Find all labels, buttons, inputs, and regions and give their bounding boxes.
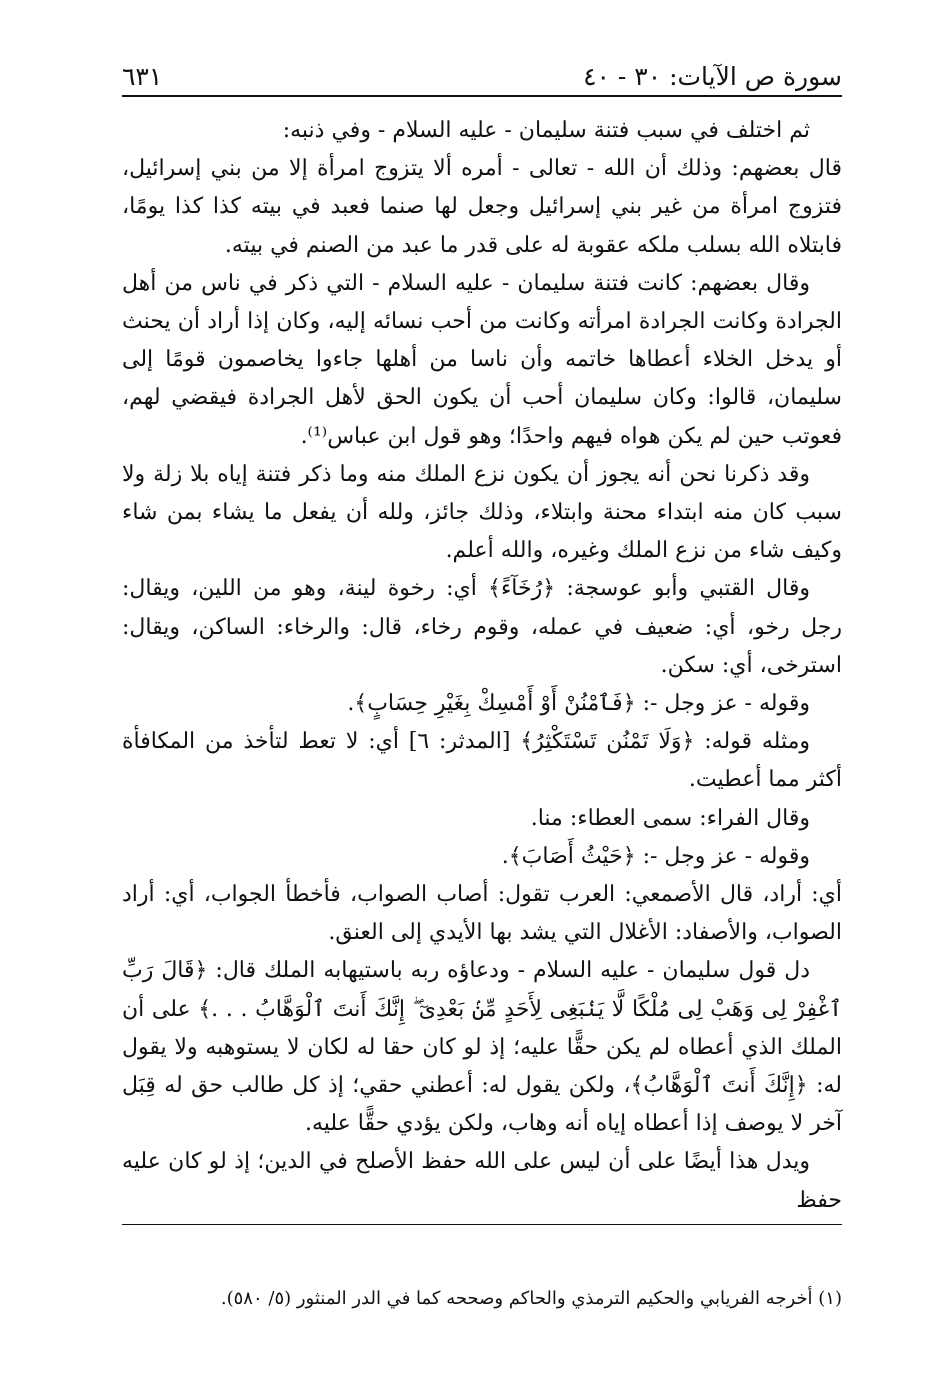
paragraph: قال بعضهم: وذلك أن الله - تعالى - أمره ألا يتزوج امرأة إلا من بني إسرائيل، فتزوج امرأة من غير بني إسرائيل وجعل لها صنما فعبد في بيته كذا كذا يومًا، فابتلاه الله بسلب ملكه عقوبة له على قدر ما عبد من الصنم في بيته.	[122, 156, 842, 258]
paragraph: وقوله - عز وجل -: ﴿فَٱمْنُنْ أَوْ أَمْسِكْ بِغَيْرِ حِسَابٍ﴾.	[347, 691, 810, 717]
paragraph: وقال القتبي وأبو عوسجة: ﴿رُخَآءً﴾ أي: رخوة لينة، وهو من اللين، ويقال: رجل رخو، أي: ضعيف في عمله، وقوم رخاء، قال: والرخاء: الساكن، ويقال: استرخى، أي: سكن.	[122, 576, 842, 678]
paragraph: وقد ذكرنا نحن أنه يجوز أن يكون نزع الملك منه وما ذكر فتنة إياه بلا زلة ولا سبب كان منه ابتداء محنة وابتلاء، وذلك جائز، ولله أن يفعل ما يشاء بمن شاء وكيف شاء من نزع الملك وغيره، والله أعلم.	[122, 461, 842, 564]
paragraph: ويدل هذا أيضًا على أن ليس على الله حفظ الأصلح في الدين؛ إذ لو كان عليه حفظ	[122, 1143, 842, 1224]
footnote: (١) أخرجه الفريابي والحكيم الترمذي والحاكم وصححه كما في الدر المنثور (٥/ ٥٨٠).	[220, 1288, 842, 1309]
main-text	[122, 112, 842, 1225]
paragraph: ثم اختلف في سبب فتنة سليمان - عليه السلام - وفي ذنبه:	[282, 118, 810, 143]
surah-title: سورة ص الآيات: ٣٠ - ٤٠	[583, 62, 842, 91]
paragraph: أي: أراد، قال الأصمعي: العرب تقول: أصاب الصواب، فأخطأ الجواب، أي: أراد الصواب، والأصفاد: الأغلال التي يشد بها الأيدي إلى العنق.	[122, 882, 842, 946]
paragraph: ومثله قوله: ﴿وَلَا تَمْنُن تَسْتَكْثِرُ﴾ [المدثر: ٦] أي: لا تعط لتأخذ من المكافأة أكثر مما أعطيت.	[122, 729, 842, 793]
page-header	[122, 52, 842, 92]
header-rule	[122, 95, 842, 97]
paragraph: وقوله - عز وجل -: ﴿حَيْثُ أَصَابَ﴾.	[501, 843, 810, 869]
paragraph: وقال الفراء: سمى العطاء: منا.	[530, 805, 810, 831]
page-number: ٦٣١	[122, 62, 163, 91]
paragraph: دل قول سليمان - عليه السلام - ودعاؤه ربه باستيهابه الملك قال: ﴿قَالَ رَبِّ ٱغْفِرْ لِى وَهَبْ لِى مُلْكًا لَّا يَنۢبَغِى لِأَحَدٍ مِّنۢ بَعْدِىٓ ۖ إِنَّكَ أَنتَ ٱلْوَهَّابُ . . .﴾ على أن الملك الذي أعطاه لم يكن حقًّا عليه؛ إذ لو كان حقا له لكان لا يستوهبه ولا يقول له: ﴿إِنَّكَ أَنتَ ٱلْوَهَّابُ﴾، ولكن يقول له: أعطني حقي؛ إذ كل طالب حق له قِبَل آخر لا يوصف إذا أعطاه إياه أنه وهاب، ولكن يؤدي حقًّا عليه.	[122, 958, 842, 1137]
paragraph: وقال بعضهم: كانت فتنة سليمان - عليه السلام - التي ذكر في ناس من أهل الجرادة وكانت الجرادة امرأته وكانت من أحب نسائه إليه، وكان إذا أراد أن يحنث أو يدخل الخلاء أعطاها خاتمه وأن ناسا من أهلها جاءوا يخاصمون قومًا إلى سليمان، قالوا: وكان سليمان أحب أن يكون الحق لأهل الجرادة فيقضي لهم، فعوتب حين لم يكن هواه فيهم واحدًا؛ وهو قول ابن عباس⁽¹⁾.	[122, 270, 842, 449]
